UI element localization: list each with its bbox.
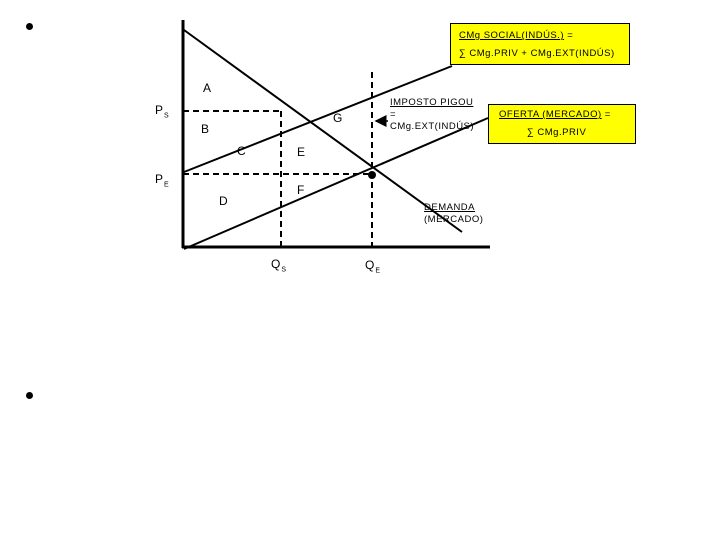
equilibrium-point	[368, 171, 376, 179]
supply-equals: =	[601, 109, 611, 120]
pigou-line1: IMPOSTO PIGOU	[390, 97, 474, 108]
ps-label: $P_S$	[155, 103, 170, 120]
area-label-a: A	[203, 81, 213, 95]
qe-label: $Q_E$	[365, 258, 382, 275]
pigou-annotation	[390, 97, 474, 133]
supply-title: OFERTA (MERCADO)	[499, 109, 602, 120]
area-label-f: F	[297, 183, 306, 197]
pigou-line3: CMg.EXT(INDÚS)	[390, 121, 475, 132]
social-cost-formula: ∑ CMg.PRIV + CMg.EXT(INDÚS)	[459, 48, 615, 59]
qs-label: $Q_S$	[271, 257, 288, 274]
demand-line1: DEMANDA	[424, 202, 476, 213]
social-cost-box	[450, 23, 630, 65]
social-cost-equals: =	[564, 30, 574, 41]
supply-curve	[184, 118, 488, 249]
area-label-b: B	[201, 122, 211, 136]
area-label-e: E	[297, 145, 307, 159]
supply-formula: ∑ CMg.PRIV	[527, 127, 587, 138]
area-label-g: G	[333, 111, 344, 125]
pe-label: $P_E$	[155, 172, 170, 189]
demand-annotation	[424, 202, 483, 226]
social-cost-title: CMg SOCIAL(INDÚS.)	[459, 30, 565, 41]
demand-line2: (MERCADO)	[424, 214, 484, 225]
supply-box	[488, 104, 636, 144]
area-label-d: D	[219, 194, 229, 208]
area-label-c: C	[237, 144, 247, 158]
pigou-line2: =	[390, 109, 397, 120]
